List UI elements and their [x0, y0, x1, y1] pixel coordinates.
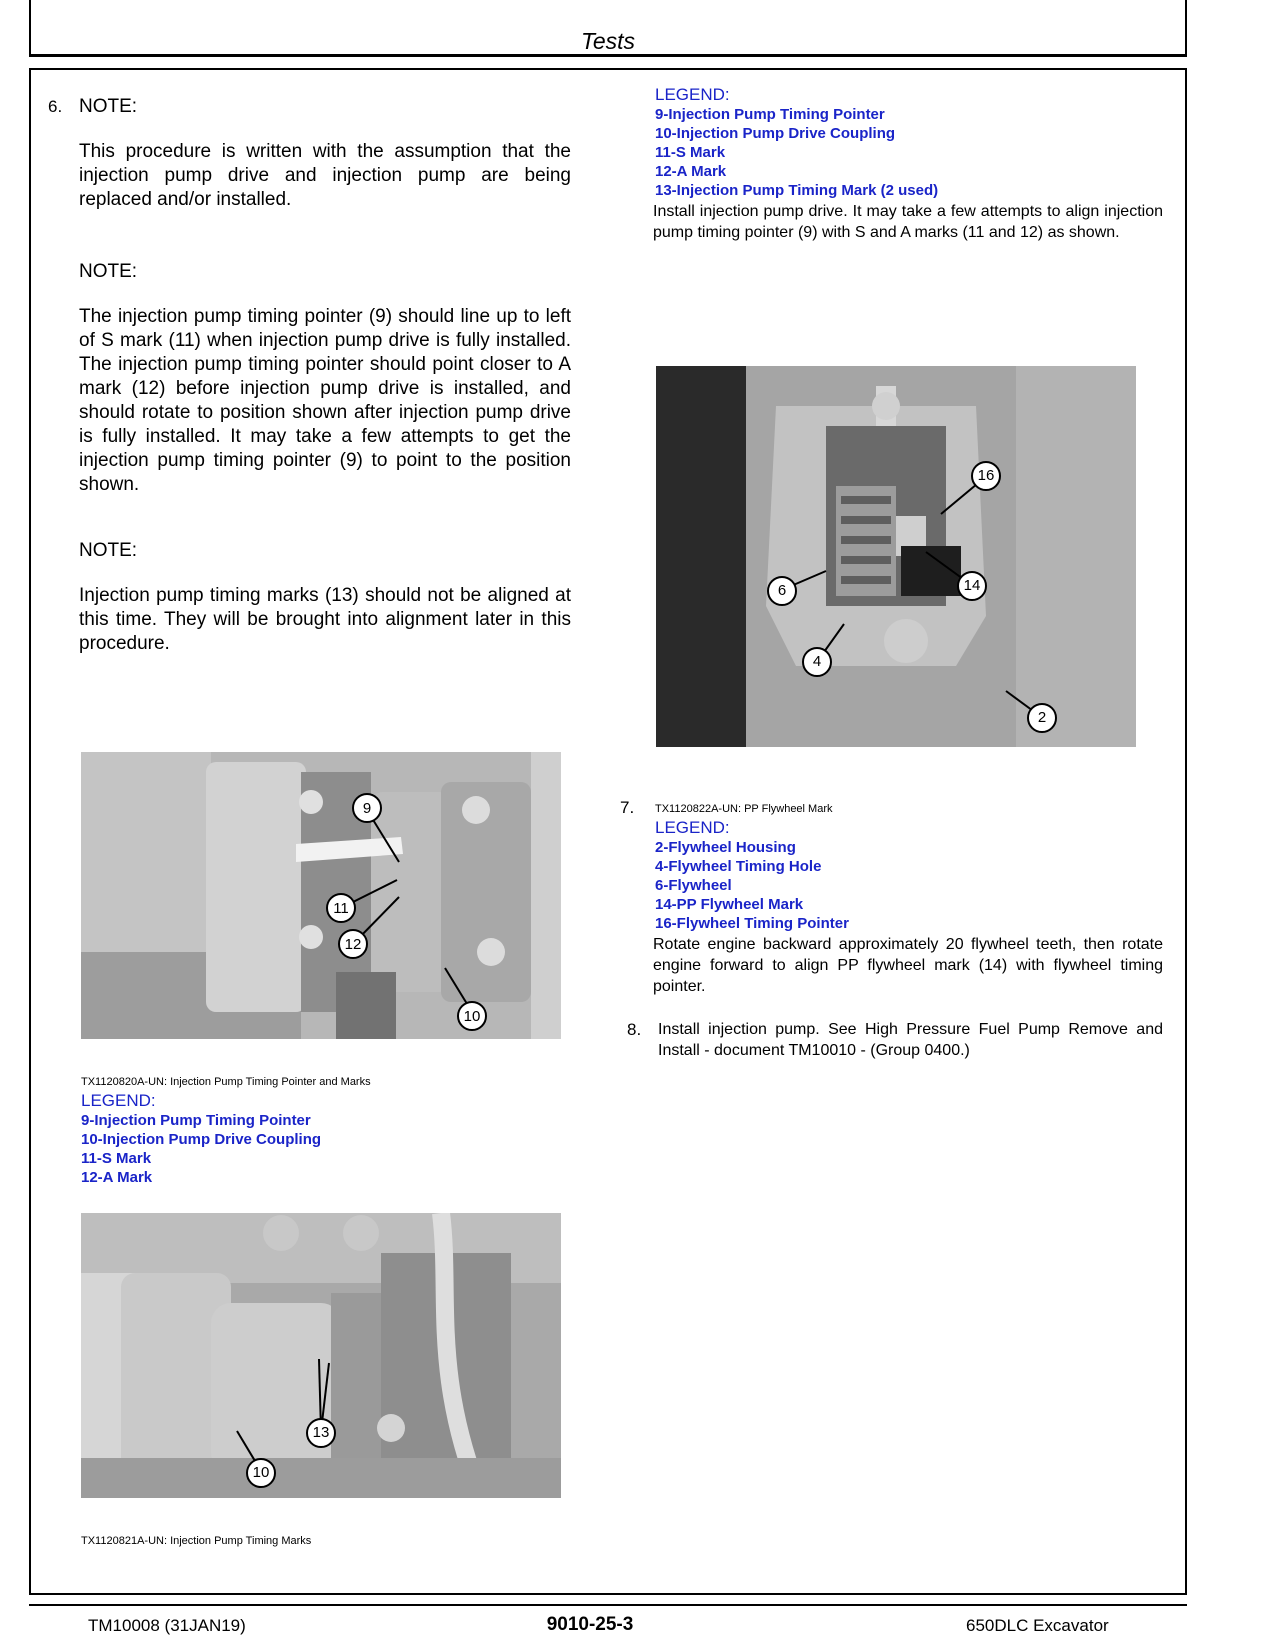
figure1-legend [81, 1090, 321, 1187]
note-text-2: The injection pump timing pointer (9) should line up to left of S mark (11) when injection pump drive is fully installed. The injection pump timing pointer should point closer to A mark (12) before injection pump drive is installed, and should rotate to position shown after injection pump drive is fully installed. It may take a few attempts to get the injection pump timing pointer (9) to point to the position shown. [79, 306, 571, 495]
right-top-legend-item: 9-Injection Pump Timing Pointer [655, 106, 885, 123]
figure1-legend-item: 12-A Mark [81, 1169, 153, 1186]
step7-legend-item: 16-Flywheel Timing Pointer [655, 915, 849, 932]
note-text-3: Injection pump timing marks (13) should not be aligned at this time. They will be brought into alignment later in this procedure. [79, 585, 571, 654]
step-number-6: 6. [48, 97, 63, 116]
figure3-caption: TX1120822A-UN: PP Flywheel Mark [655, 803, 833, 815]
right-top-legend-item: 11-S Mark [655, 144, 726, 161]
figure3-callout-label-16: 16 [977, 467, 995, 484]
figure1-caption: TX1120820A-UN: Injection Pump Timing Pointer and Marks [81, 1076, 371, 1088]
figure1-legend-item: 9-Injection Pump Timing Pointer [81, 1112, 311, 1129]
figure1-callout-lines [81, 752, 561, 1039]
note-text-1: This procedure is written with the assumption that the injection pump drive and injection pump are being replaced and/or installed. [79, 141, 571, 210]
figure3-callout-label-14: 14 [963, 577, 981, 594]
page-section-title: Tests [580, 28, 636, 54]
figure1-callout-label-9: 9 [362, 800, 372, 817]
figure3-callout-label-4: 4 [812, 653, 822, 670]
step-number-7: 7. [620, 798, 635, 817]
step-number-8: 8. [627, 1020, 642, 1039]
figure2-caption: TX1120821A-UN: Injection Pump Timing Marks [81, 1535, 312, 1547]
figure3-callout-label-2: 2 [1037, 709, 1047, 726]
footer-machine-model: 650DLC Excavator [966, 1616, 1109, 1635]
figure3-callout-lines [656, 366, 1136, 747]
figure1-legend-item: 10-Injection Pump Drive Coupling [81, 1131, 322, 1148]
footer-rule [29, 1604, 1187, 1606]
step7-legend-item: 4-Flywheel Timing Hole [655, 858, 822, 875]
header-box [29, 0, 1187, 57]
figure2-callout-label-10: 10 [252, 1464, 270, 1481]
figure3-callout-label-6: 6 [777, 582, 787, 599]
figure1-legend-item: 11-S Mark [81, 1150, 152, 1167]
right-top-instruction: Install injection pump drive. It may take a few attempts to align injection pump timing pointer (9) with S and A marks (11 and 12) as shown. [653, 203, 1163, 241]
right-top-legend-title: LEGEND: [655, 85, 730, 104]
figure2-callout-label-13: 13 [312, 1424, 330, 1441]
note-label-2: NOTE: [79, 261, 138, 282]
right-top-legend-item: 12-A Mark [655, 163, 727, 180]
footer-page-number: 9010-25-3 [546, 1614, 634, 1635]
step7-legend-title: LEGEND: [655, 818, 730, 837]
step7-legend [655, 817, 849, 933]
figure1-callout-label-10: 10 [463, 1008, 481, 1025]
figure1-callout-label-11: 11 [333, 900, 349, 917]
step7-legend-item: 6-Flywheel [655, 877, 732, 894]
figure2-callout-lines [81, 1213, 561, 1498]
note-label-3: NOTE: [79, 540, 138, 561]
step7-instruction: Rotate engine backward approximately 20 flywheel teeth, then rotate engine forward to align PP flywheel mark (14) with flywheel timing pointer. [653, 936, 1163, 995]
right-top-legend-item: 10-Injection Pump Drive Coupling [655, 125, 896, 142]
step8-instruction: Install injection pump. See High Pressure Fuel Pump Remove and Install - document TM10010 - (Group 0400.) [658, 1021, 1163, 1059]
step7-legend-item: 14-PP Flywheel Mark [655, 896, 804, 913]
note-label-1: NOTE: [79, 96, 138, 117]
footer-document-id: TM10008 (31JAN19) [88, 1616, 246, 1635]
right-top-legend-item: 13-Injection Pump Timing Mark (2 used) [655, 182, 939, 199]
right-top-legend [655, 84, 938, 200]
figure1-legend-title: LEGEND: [81, 1091, 156, 1110]
step7-legend-item: 2-Flywheel Housing [655, 839, 796, 856]
figure1-callout-label-12: 12 [344, 936, 362, 953]
